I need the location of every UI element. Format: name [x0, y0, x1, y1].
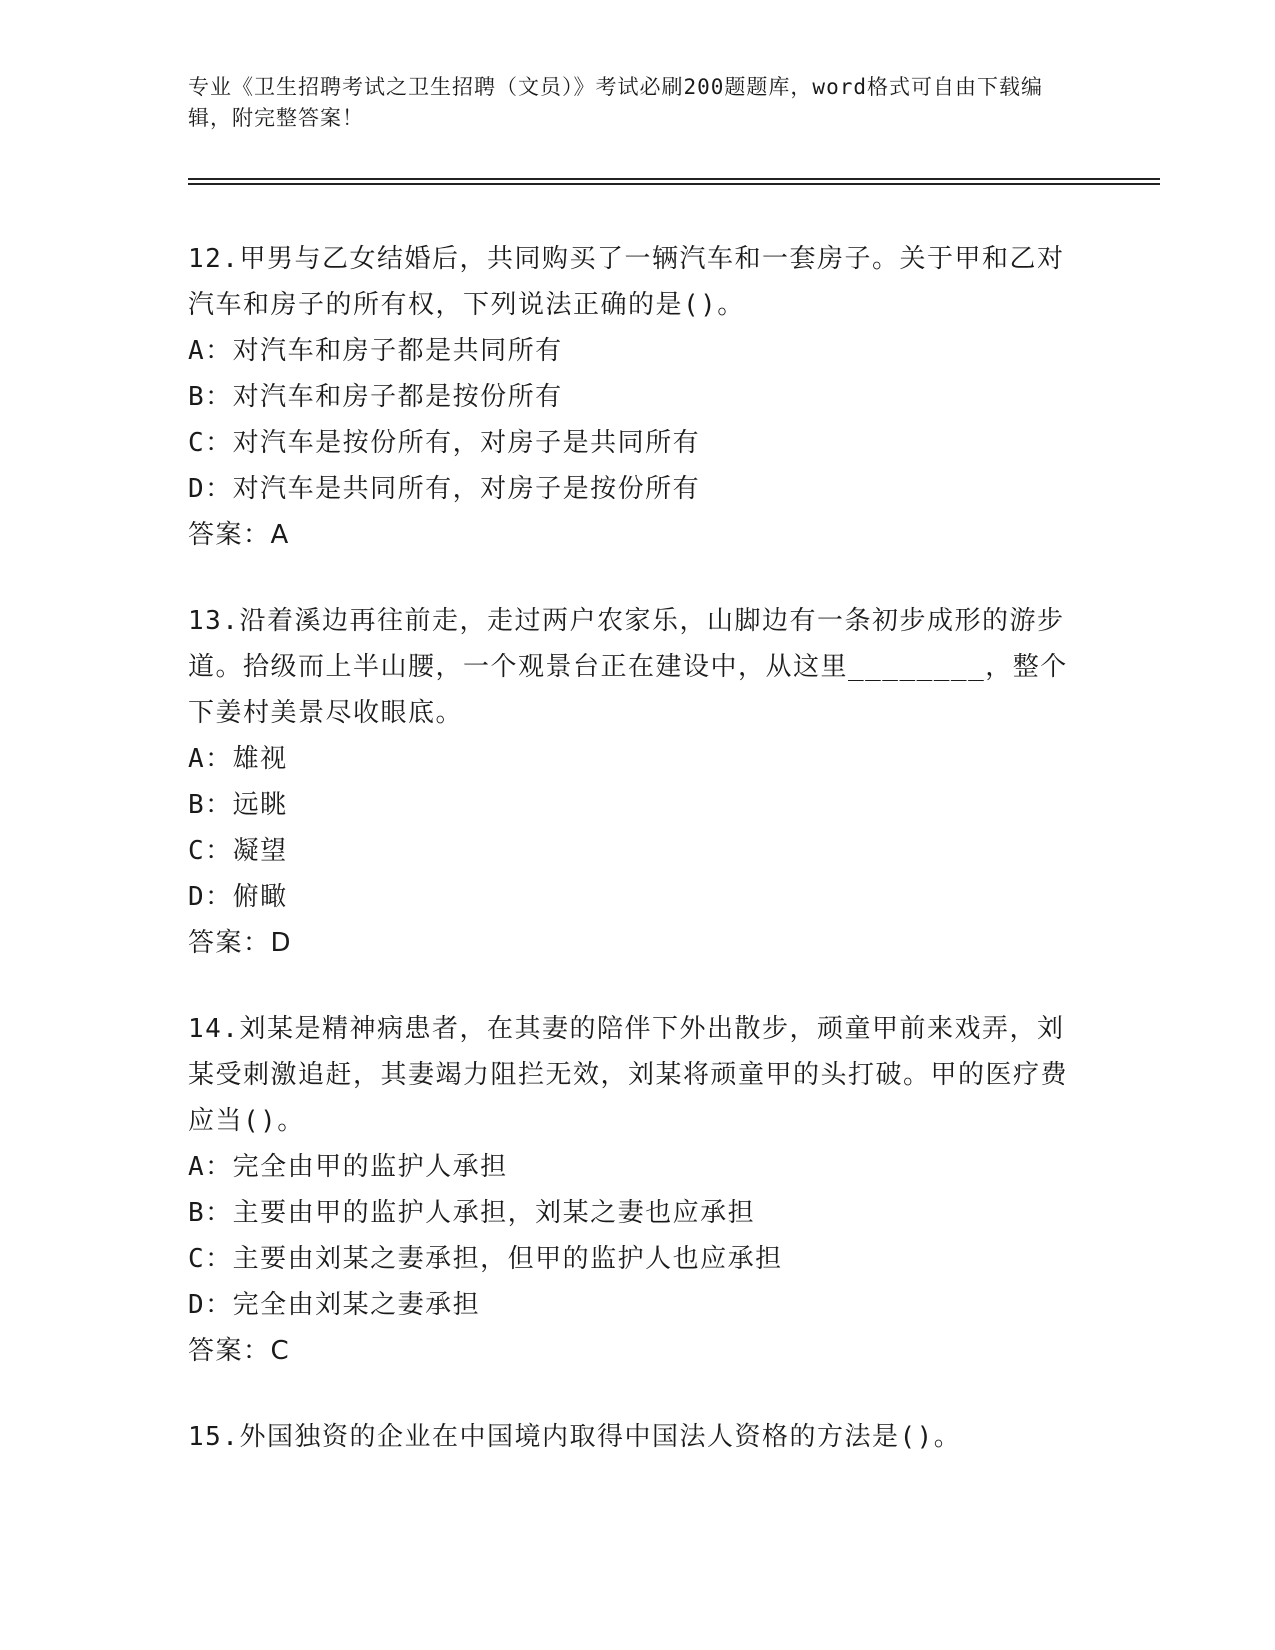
option-b: B：远眺	[188, 790, 288, 820]
question-text: 13.沿着溪边再往前走，走过两户农家乐，山脚边有一条初步成形的游步道。拾级而上半山腰，一个观景台正在建设中，从这里________，整个下姜村美景尽收眼底。	[188, 606, 1068, 728]
question-text: 14.刘某是精神病患者，在其妻的陪伴下外出散步，顽童甲前来戏弄，刘某受刺激追赶，其妻竭力阻拦无效，刘某将顽童甲的头打破。甲的医疗费应当()。	[188, 1014, 1069, 1136]
question-14	[188, 1006, 1088, 1374]
option-b: B：对汽车和房子都是按份所有	[188, 382, 563, 412]
option-c: C：对汽车是按份所有，对房子是共同所有	[188, 428, 701, 458]
question-text: 12.甲男与乙女结婚后，共同购买了一辆汽车和一套房子。关于甲和乙对汽车和房子的所有权，下列说法正确的是()。	[188, 244, 1065, 320]
option-d: D：俯瞰	[188, 882, 288, 912]
option-c: C：主要由刘某之妻承担，但甲的监护人也应承担	[188, 1244, 783, 1274]
option-c: C：凝望	[188, 836, 288, 866]
question-12	[188, 236, 1088, 558]
document-header	[188, 72, 1068, 134]
option-d: D：对汽车是共同所有，对房子是按份所有	[188, 474, 701, 504]
answer-label: 答案：D	[188, 928, 293, 958]
answer-label: 答案：C	[188, 1336, 291, 1366]
option-d: D：完全由刘某之妻承担	[188, 1290, 481, 1320]
header-divider-bottom	[188, 183, 1160, 185]
header-divider-top	[188, 178, 1160, 180]
document-title: 专业《卫生招聘考试之卫生招聘（文员）》考试必刷200题题库，word格式可自由下载编辑，附完整答案！	[188, 75, 1043, 130]
option-a: A：完全由甲的监护人承担	[188, 1152, 508, 1182]
question-list	[188, 236, 1088, 1500]
option-a: A：雄视	[188, 744, 288, 774]
question-13	[188, 598, 1088, 966]
option-a: A：对汽车和房子都是共同所有	[188, 336, 563, 366]
question-text: 15.外国独资的企业在中国境内取得中国法人资格的方法是()。	[188, 1422, 962, 1452]
question-15	[188, 1414, 1088, 1460]
answer-label: 答案：A	[188, 520, 290, 550]
option-b: B：主要由甲的监护人承担，刘某之妻也应承担	[188, 1198, 756, 1228]
